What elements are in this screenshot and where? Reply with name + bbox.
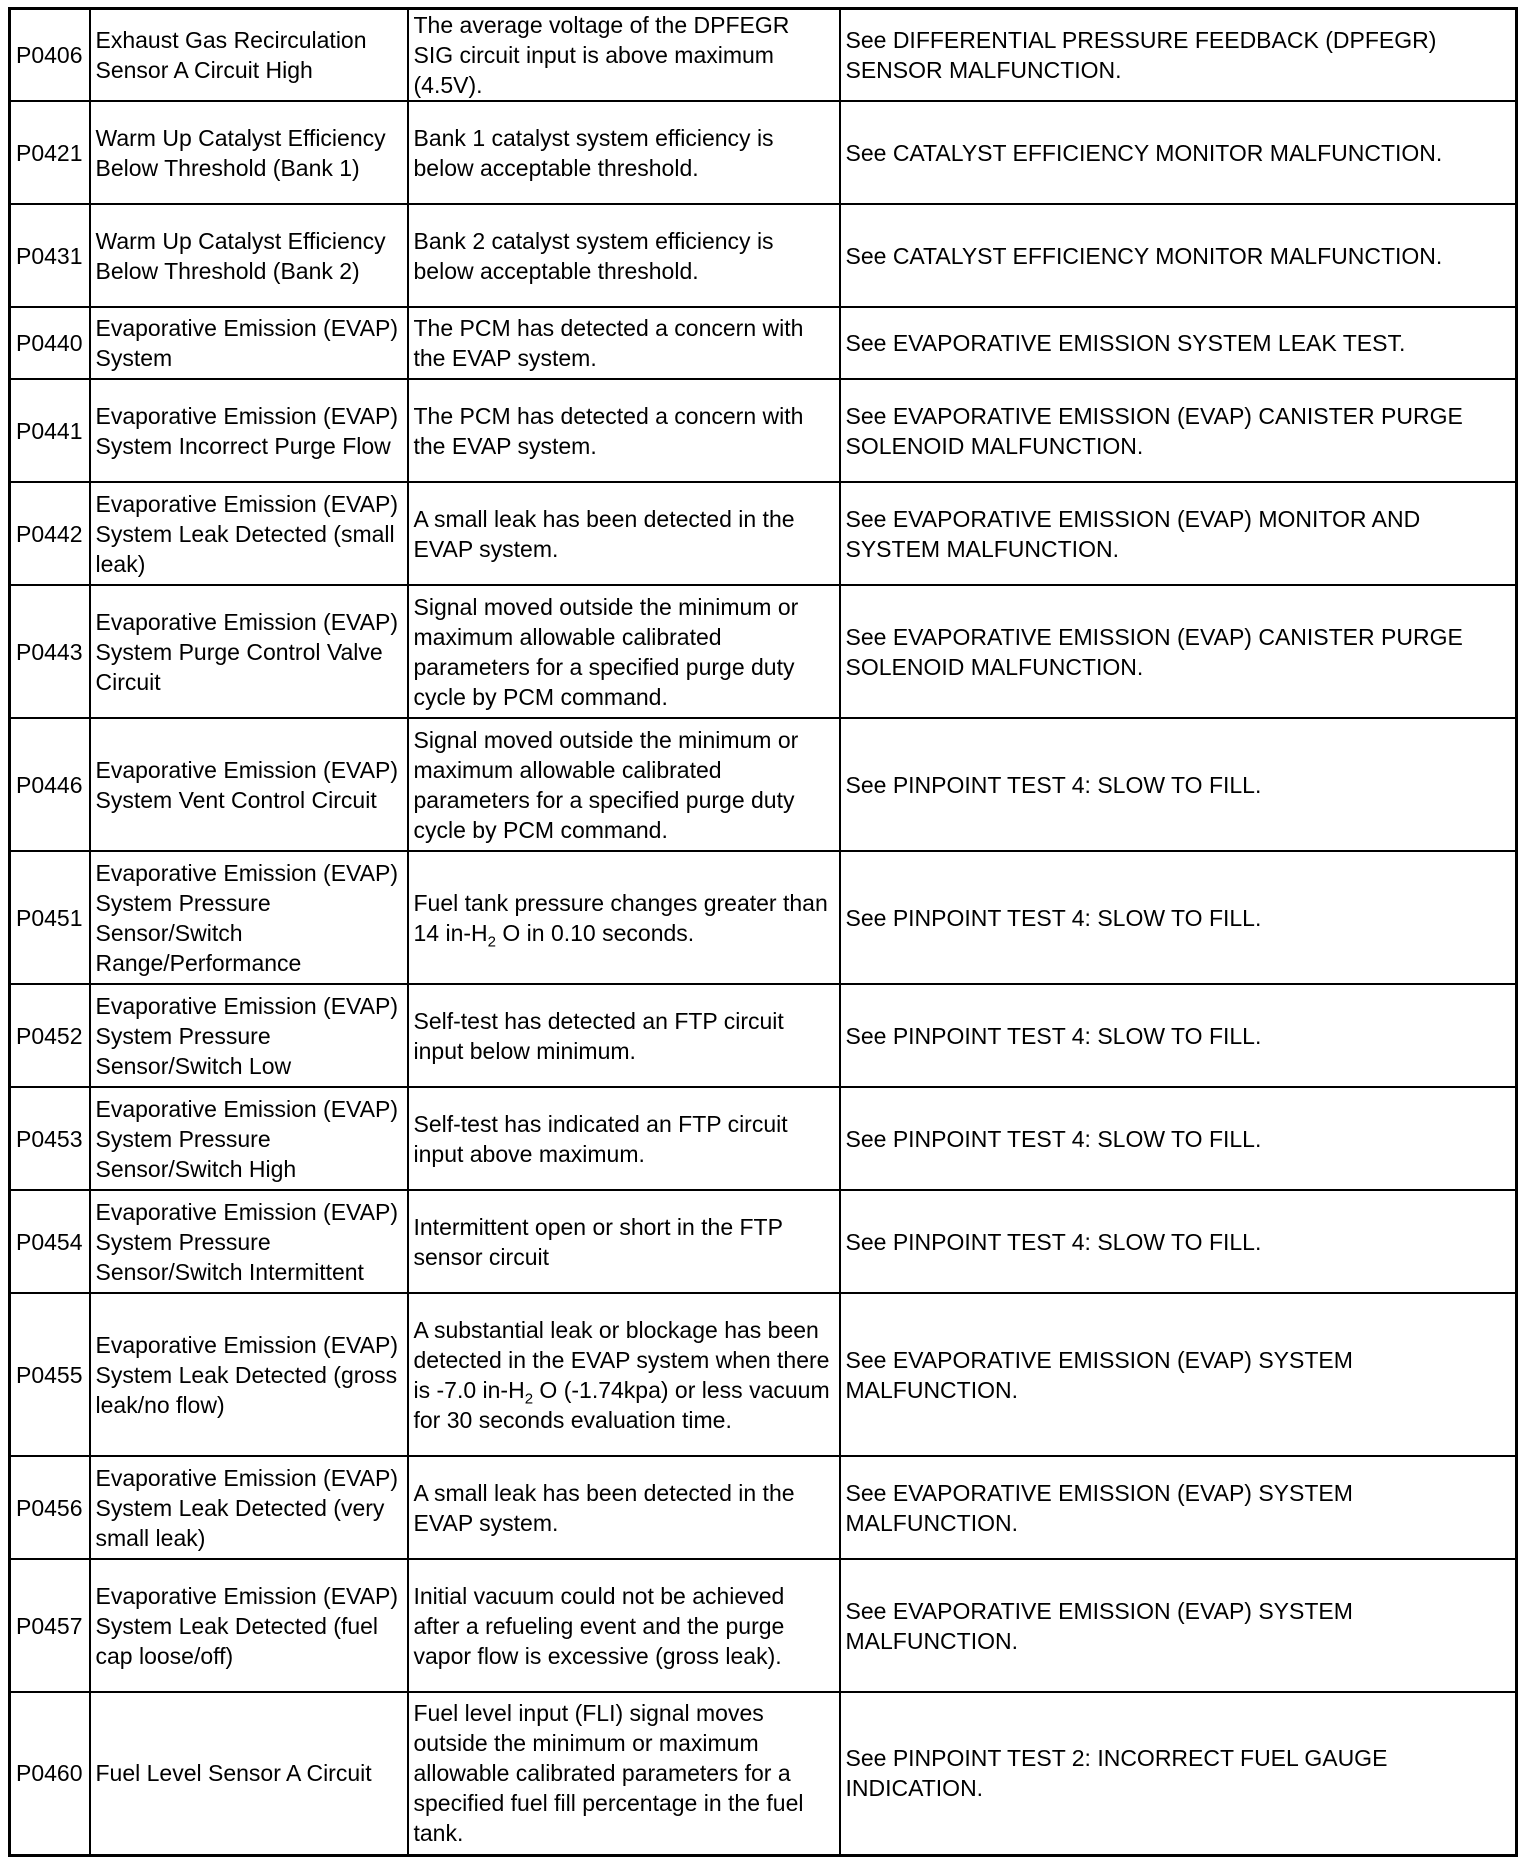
table-row xyxy=(10,851,1517,984)
table-row xyxy=(10,379,1517,482)
subscript-text: 2 xyxy=(487,933,496,951)
dtc-condition: Initial vacuum could not be achieved after a refueling event and the purge vapor flow is excessive (gross leak). xyxy=(408,1559,840,1692)
dtc-action: See EVAPORATIVE EMISSION (EVAP) CANISTER PURGE SOLENOID MALFUNCTION. xyxy=(840,379,1517,482)
dtc-condition xyxy=(408,851,840,984)
dtc-description: Evaporative Emission (EVAP) System Leak Detected (gross leak/no flow) xyxy=(90,1293,408,1456)
dtc-condition: Self-test has detected an FTP circuit input below minimum. xyxy=(408,984,840,1087)
dtc-code: P0446 xyxy=(10,718,90,851)
table-row xyxy=(10,307,1517,379)
dtc-action: See EVAPORATIVE EMISSION (EVAP) SYSTEM MALFUNCTION. xyxy=(840,1293,1517,1456)
table-row xyxy=(10,9,1517,102)
dtc-description: Evaporative Emission (EVAP) System Vent Control Circuit xyxy=(90,718,408,851)
dtc-code: P0440 xyxy=(10,307,90,379)
dtc-description: Evaporative Emission (EVAP) System Pressure Sensor/Switch High xyxy=(90,1087,408,1190)
dtc-description: Evaporative Emission (EVAP) System Leak Detected (fuel cap loose/off) xyxy=(90,1559,408,1692)
table-row xyxy=(10,482,1517,585)
dtc-action: See PINPOINT TEST 4: SLOW TO FILL. xyxy=(840,984,1517,1087)
dtc-description: Evaporative Emission (EVAP) System Purge Control Valve Circuit xyxy=(90,585,408,718)
table-row xyxy=(10,1293,1517,1456)
dtc-condition: Signal moved outside the minimum or maximum allowable calibrated parameters for a specified purge duty cycle by PCM command. xyxy=(408,585,840,718)
dtc-description: Evaporative Emission (EVAP) System Leak Detected (very small leak) xyxy=(90,1456,408,1559)
dtc-code: P0421 xyxy=(10,101,90,204)
dtc-action: See EVAPORATIVE EMISSION (EVAP) CANISTER PURGE SOLENOID MALFUNCTION. xyxy=(840,585,1517,718)
dtc-code: P0442 xyxy=(10,482,90,585)
dtc-code: P0456 xyxy=(10,1456,90,1559)
dtc-action: See PINPOINT TEST 4: SLOW TO FILL. xyxy=(840,1190,1517,1293)
dtc-condition xyxy=(408,1293,840,1456)
condition-text: O (-1.74kpa) or less vacuum for 30 seconds evaluation time. xyxy=(413,1376,830,1433)
dtc-action: See EVAPORATIVE EMISSION (EVAP) MONITOR AND SYSTEM MALFUNCTION. xyxy=(840,482,1517,585)
dtc-condition: Bank 2 catalyst system efficiency is below acceptable threshold. xyxy=(408,204,840,307)
dtc-code: P0452 xyxy=(10,984,90,1087)
dtc-code: P0406 xyxy=(10,9,90,102)
subscript-text: 2 xyxy=(524,1390,534,1408)
dtc-code: P0431 xyxy=(10,204,90,307)
condition-text: Fuel tank pressure changes greater than 14 in-H xyxy=(413,889,828,946)
dtc-condition: The average voltage of the DPFEGR SIG circuit input is above maximum (4.5V). xyxy=(408,9,840,102)
dtc-action: See EVAPORATIVE EMISSION (EVAP) SYSTEM MALFUNCTION. xyxy=(840,1456,1517,1559)
table-row xyxy=(10,1559,1517,1692)
table-row xyxy=(10,1190,1517,1293)
dtc-condition: The PCM has detected a concern with the EVAP system. xyxy=(408,307,840,379)
dtc-code: P0455 xyxy=(10,1293,90,1456)
dtc-condition: Signal moved outside the minimum or maximum allowable calibrated parameters for a specified purge duty cycle by PCM command. xyxy=(408,718,840,851)
dtc-action: See EVAPORATIVE EMISSION (EVAP) SYSTEM MALFUNCTION. xyxy=(840,1559,1517,1692)
table-row xyxy=(10,204,1517,307)
condition-text: A substantial leak or blockage has been detected in the EVAP system when there is -7.0 in-H xyxy=(413,1316,830,1403)
table-row xyxy=(10,585,1517,718)
dtc-description: Evaporative Emission (EVAP) System Pressure Sensor/Switch Low xyxy=(90,984,408,1087)
dtc-description: Evaporative Emission (EVAP) System Pressure Sensor/Switch Intermittent xyxy=(90,1190,408,1293)
dtc-description: Evaporative Emission (EVAP) System Pressure Sensor/Switch Range/Performance xyxy=(90,851,408,984)
table-row xyxy=(10,984,1517,1087)
dtc-condition: Self-test has indicated an FTP circuit input above maximum. xyxy=(408,1087,840,1190)
table-row xyxy=(10,1456,1517,1559)
dtc-action: See EVAPORATIVE EMISSION SYSTEM LEAK TEST. xyxy=(840,307,1517,379)
dtc-code: P0451 xyxy=(10,851,90,984)
dtc-code: P0441 xyxy=(10,379,90,482)
dtc-action: See PINPOINT TEST 4: SLOW TO FILL. xyxy=(840,851,1517,984)
dtc-description: Evaporative Emission (EVAP) System xyxy=(90,307,408,379)
dtc-description: Fuel Level Sensor A Circuit xyxy=(90,1692,408,1855)
dtc-code: P0460 xyxy=(10,1692,90,1855)
dtc-condition: Intermittent open or short in the FTP sensor circuit xyxy=(408,1190,840,1293)
dtc-condition: The PCM has detected a concern with the EVAP system. xyxy=(408,379,840,482)
dtc-action: See PINPOINT TEST 4: SLOW TO FILL. xyxy=(840,1087,1517,1190)
dtc-condition: Bank 1 catalyst system efficiency is below acceptable threshold. xyxy=(408,101,840,204)
table-row xyxy=(10,1087,1517,1190)
dtc-description: Exhaust Gas Recirculation Sensor A Circuit High xyxy=(90,9,408,102)
dtc-code: P0454 xyxy=(10,1190,90,1293)
dtc-action: See PINPOINT TEST 4: SLOW TO FILL. xyxy=(840,718,1517,851)
dtc-action: See DIFFERENTIAL PRESSURE FEEDBACK (DPFEGR) SENSOR MALFUNCTION. xyxy=(840,9,1517,102)
dtc-action: See CATALYST EFFICIENCY MONITOR MALFUNCTION. xyxy=(840,101,1517,204)
dtc-description: Evaporative Emission (EVAP) System Incorrect Purge Flow xyxy=(90,379,408,482)
dtc-condition: A small leak has been detected in the EVAP system. xyxy=(408,482,840,585)
dtc-code: P0457 xyxy=(10,1559,90,1692)
dtc-action: See PINPOINT TEST 2: INCORRECT FUEL GAUGE INDICATION. xyxy=(840,1692,1517,1855)
condition-text: O in 0.10 seconds. xyxy=(496,919,695,946)
dtc-code: P0443 xyxy=(10,585,90,718)
dtc-code: P0453 xyxy=(10,1087,90,1190)
dtc-condition: Fuel level input (FLI) signal moves outside the minimum or maximum allowable calibrated parameters for a specified fuel fill percentage in the fuel tank. xyxy=(408,1692,840,1855)
table-row xyxy=(10,718,1517,851)
table-row xyxy=(10,1692,1517,1855)
table-row xyxy=(10,101,1517,204)
dtc-description: Warm Up Catalyst Efficiency Below Threshold (Bank 1) xyxy=(90,101,408,204)
dtc-description: Warm Up Catalyst Efficiency Below Threshold (Bank 2) xyxy=(90,204,408,307)
dtc-description: Evaporative Emission (EVAP) System Leak Detected (small leak) xyxy=(90,482,408,585)
dtc-table xyxy=(8,7,1518,1857)
dtc-action: See CATALYST EFFICIENCY MONITOR MALFUNCTION. xyxy=(840,204,1517,307)
dtc-condition: A small leak has been detected in the EVAP system. xyxy=(408,1456,840,1559)
